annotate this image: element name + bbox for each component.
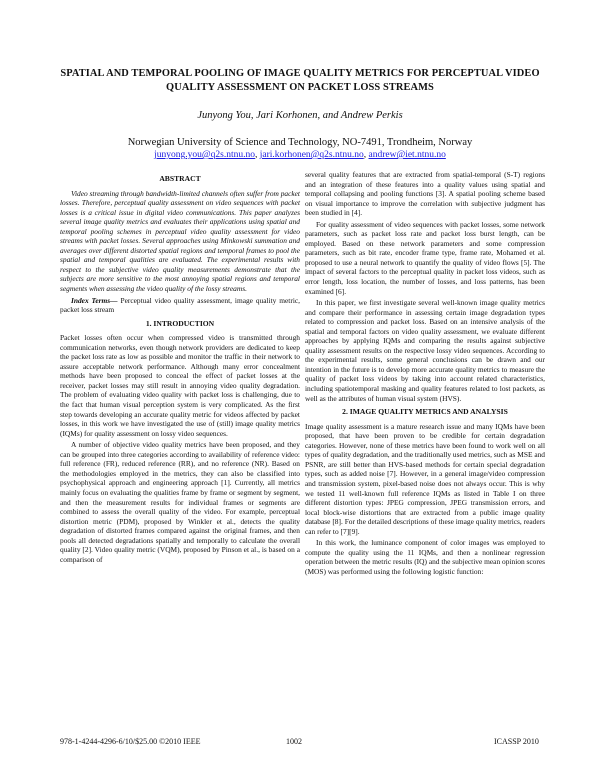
affiliation: Norwegian University of Science and Technology, NO-7491, Trondheim, Norway (127, 137, 473, 148)
right-column (305, 170, 545, 578)
index-terms (60, 296, 300, 315)
email-link-3[interactable]: andrew@iet.ntnu.no (368, 150, 446, 160)
index-terms-text: Perceptual video quality assessment, image quality metric, packet loss stream (60, 295, 301, 315)
email-line: junyong.you@q2s.ntnu.no, jari.korhonen@q2s.ntnu.no, andrew@iet.ntnu.no (154, 150, 446, 160)
section-heading-introduction: 1. INTRODUCTION (145, 318, 215, 328)
index-terms-label: Index Terms— (71, 295, 118, 305)
footer-page-number: 1002 (286, 737, 302, 746)
section-heading-iqm: 2. IMAGE QUALITY METRICS AND ANALYSIS (342, 407, 508, 417)
section2-paragraph-1: Image quality assessment is a mature research issue and many IQMs have been proposed, that have been proven to be credible for certain degradation categories. However, none of these metrics have been found to work well on all types of quality degradation, and the traditionally used metrics, such as MSE and PSNR, are still better than HVS-based methods for certain special degradation types, such as added noise [7]. However, in a general image/video compression and transmission system, pixel-based noise does not always occur. This is why we tested 11 well-known full reference IQMs as listed in Table I on three different distortion types: JPEG compression, JPEG transmission errors, and local block-wise distortions that are extracted from a public image quality database [8]. For the detailed descriptions of these image quality metrics, readers can refer to [7][9]. (305, 421, 545, 536)
right-paragraph-1: several quality features that are extracted from spatial-temporal (S-T) regions and an integration of these features into a quality values using spatial and temporal collapsing and pooling functions [3]. A spatial pooling scheme based on visual importance to improve the correlation with subjective judgment has been studied in [4]. (305, 170, 545, 218)
right-paragraph-2: For quality assessment of video sequences with packet losses, some network parameters, such as packet loss rate and packet loss burst length, can be employed. Based on these network parameters and some compression parameters, such as bit rate, encoder frame type, frame rate, Mohamed et al. proposed to use a neural network to quantify the quality of video flows [5]. The impact of several factors to the perceptual quality in packet loss videos, such as error length, loss location, the number of losses, and loss patterns, has been examined [6]. (305, 219, 545, 296)
abstract-heading: ABSTRACT (159, 174, 201, 183)
authors: Junyong You, Jari Korhonen, and Andrew Perkis (197, 110, 403, 121)
intro-paragraph-2: A number of objective video quality metrics have been proposed, and they can be grouped into three categories according to availability of reference video: full reference (FR), reduced reference (RR), and no reference (NR). Based on the methodologies employed in the metrics, they can also be classified into psychophysical approach and engineering approach [1]. Currently, all metrics mainly focus on evaluating the qualities frame by frame or segment by segment, and then the measurement results for individual frames or segments are combined to assess the overall quality of the video. For example, perceptual distortion metric (PDM), proposed by Winkler et al., detects the quality degradation of distorted frames compared against the original frames, and then pools all detected degradations spatially and temporally to calculate the overall quality [2]. Video quality metric (VQM), proposed by Pinson et al., is based on a comparison of (60, 440, 300, 564)
footer-isbn: 978-1-4244-4296-6/10/$25.00 ©2010 IEEE (60, 737, 201, 746)
email-link-2[interactable]: jari.korhonen@q2s.ntnu.no (259, 150, 364, 160)
email-link-1[interactable]: junyong.you@q2s.ntnu.no (154, 150, 255, 160)
left-column (60, 170, 300, 566)
abstract (60, 189, 300, 294)
abstract-text: Video streaming through bandwidth-limited channels often suffer from packet losses. Therefore, perceptual quality assessment on video sequences with packet losses is a critical issue in digital video communications. This paper analyzes several image quality metrics and evaluates their applications using spatial and temporal pooling schemes in perceptual video quality assessment for video streams with packet losses. Several approaches using Minkowski summation and averages over different distorted spatial regions and temporal frames to pool the spatial and temporal qualities are evaluated. The experimental results with respect to the subjective video quality measurements demonstrate that the subjects are more sensitive to the most annoying spatial regions and temporal segments when assessing the video quality of the lossy streams. (60, 188, 300, 294)
footer-conference: ICASSP 2010 (494, 737, 539, 746)
intro-paragraph-1: Packet losses often occur when compressed video is transmitted through communication networks, even though network providers are dedicated to keep the packet loss rate as low as possible and monitor the traffic in their network to assure acceptable network performance. Although many error concealment methods have been proposed to conceal the effect of packet losses at the receiver, packet losses may still result in annoying video quality degradation. The problem of evaluating video quality with packet loss is challenging, due to the fact that human visual perception system is very complicated. As the first step towards developing an accurate quality metric for videos affected by packet losses, in this work we have investigated the use of (still) image quality metrics (IQMs) for quality assessment on lossy video sequences. (60, 333, 300, 438)
paper-title: SPATIAL AND TEMPORAL POOLING OF IMAGE QUALITY METRICS FOR PERCEPTUAL VIDEO QUALITY ASSESSMENT ON PACKET LOSS STREAMS (60, 68, 540, 93)
section2-paragraph-2: In this work, the luminance component of color images was employed to compute the quality using the 11 IQMs, and then a nonlinear regression operation between the metric results (IQ) and the subjective mean opinion scores (MOS) was performed using the following logistic function: (305, 538, 545, 576)
right-paragraph-3: In this paper, we first investigate several well-known image quality metrics and compare their performance in assessing certain image degradation types related to compression and packet loss. Based on an intensive analysis of the spatial and temporal factors on video quality assessment, we evaluate different approaches by applying IQMs and comparing the results against subjective quality assessment results on the respective lossy video sequences. According to the experimental results, some general conclusions can be drawn and our intention in the future is to develop more accurate quality metrics to measure the quality of packet loss videos by taking into account related characteristics, including spatiotemporal masking and quality features related to lost packets, as well as the attributes of human visual system (HVS). (305, 298, 545, 403)
